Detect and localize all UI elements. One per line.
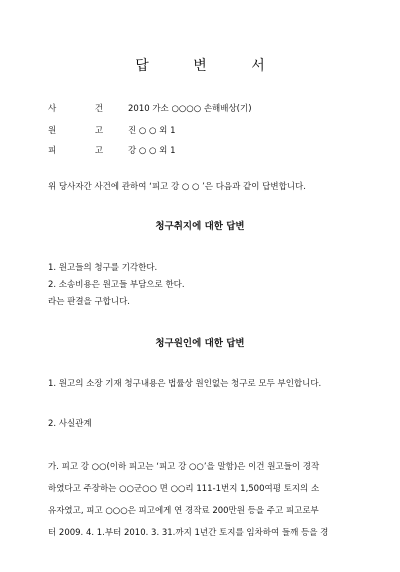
plaintiff-row	[48, 125, 175, 137]
fact-line: 터 2009. 4. 1.부터 2010. 3. 31.까지 1년간 토지를 임차하여 들깨 등을 경	[48, 528, 329, 538]
defendant-label: 피 고	[48, 146, 122, 156]
claim-item-2: 2. 소송비용은 원고들 부담으로 한다.	[48, 280, 185, 290]
cause-item-2: 2. 사실관계	[48, 419, 92, 429]
document-title: 답 변 서	[135, 58, 285, 74]
fact-line: 하였다고 주장하는 ○○군○○ 면 ○○리 111-1번지 1,500여평 토지의 소	[48, 484, 320, 494]
section-claim-purpose-title: 청구취지에 대한 답변	[155, 221, 245, 232]
fact-paragraph	[48, 456, 354, 544]
case-value: 2010 가소 ○○○○ 손해배상(기)	[128, 104, 252, 114]
defendant-row	[48, 145, 175, 157]
fact-line: 가. 피고 강 ○○(이하 피고는 ‘피고 강 ○○’을 말함)은 이건 원고들이 경작	[48, 462, 320, 472]
case-row	[48, 103, 252, 115]
claim-item-3: 라는 판결을 구합니다.	[48, 297, 131, 307]
claim-item-1: 1. 원고들의 청구를 기각한다.	[48, 263, 158, 273]
intro-text: 위 당사자간 사건에 관하여 ‘피고 강 ○ ○ ’은 다음과 같이 답변합니다.	[48, 182, 306, 192]
fact-line: 유자였고, 피고 ○○○은 피고에게 연 경작료 200만원 등을 주고 피고로부	[48, 506, 319, 516]
cause-item-1: 1. 원고의 소장 기재 청구내용은 법률상 원인없는 청구로 모두 부인합니다.	[48, 379, 322, 389]
section-claim-cause-title: 청구원인에 대한 답변	[155, 338, 245, 349]
defendant-value: 강 ○ ○ 외 1	[128, 146, 176, 156]
case-label: 사 건	[48, 104, 122, 114]
plaintiff-label: 원 고	[48, 126, 122, 136]
plaintiff-value: 진 ○ ○ 외 1	[128, 126, 176, 136]
